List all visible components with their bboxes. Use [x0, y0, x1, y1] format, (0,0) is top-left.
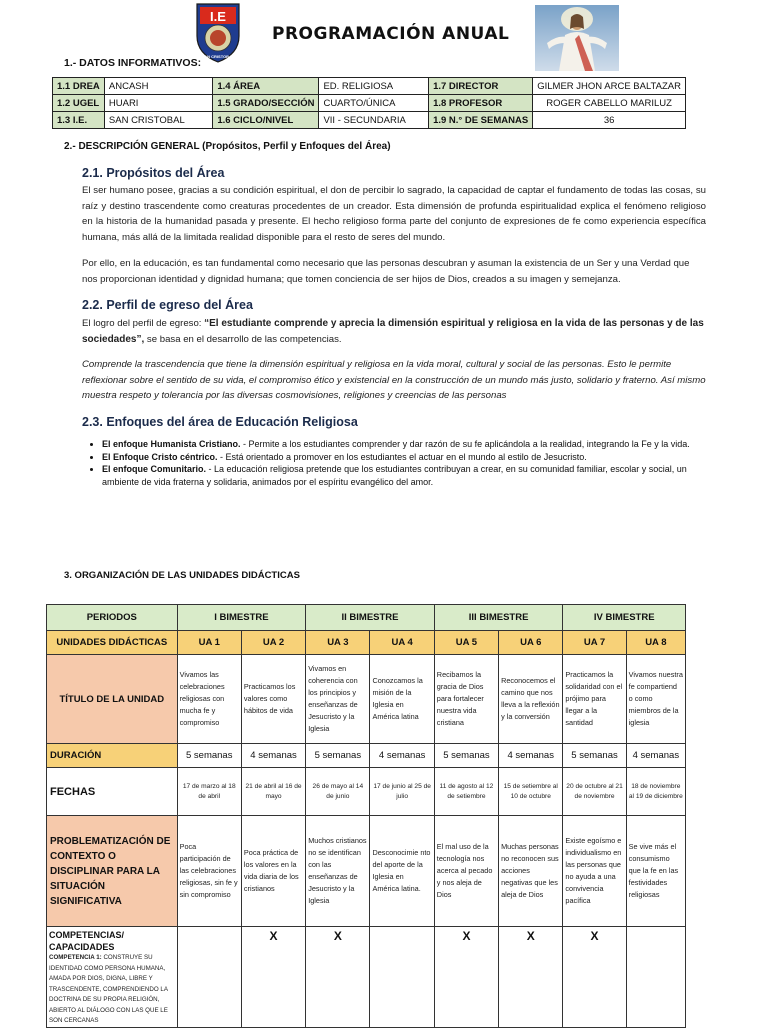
table-cell: X	[563, 927, 626, 1028]
table-cell: El mal uso de la tecnología nos acerca al pecado y nos aleja de Dios	[434, 816, 498, 927]
table-cell: X	[499, 927, 563, 1028]
table-row	[47, 816, 686, 927]
table-cell: Practicamos los valores como hábitos de vida	[241, 655, 305, 744]
table-cell: X	[241, 927, 305, 1028]
competencia-1-lead: COMPETENCIA 1:	[49, 954, 102, 961]
table-cell: Vivamos nuestra fe compartiend o como miembros de la iglesia	[626, 655, 685, 744]
bimestre-header: IV BIMESTRE	[563, 605, 686, 631]
enfoque-text: - Está orientado a promover en los estudiantes el actuar en el mundo al estilo de Jesucristo.	[217, 451, 587, 462]
table-cell: 21 de abril al 16 de mayo	[241, 768, 305, 816]
table-cell: 1.4 ÁREA	[213, 78, 319, 95]
table-cell: ANCASH	[104, 78, 212, 95]
svg-text:I.E: I.E	[210, 9, 226, 24]
table-cell: 5 semanas	[306, 744, 370, 768]
unidad-header: UA 8	[626, 631, 685, 655]
table-cell: 4 semanas	[370, 744, 434, 768]
table-cell: X	[434, 927, 498, 1028]
bimestre-header: II BIMESTRE	[306, 605, 435, 631]
table-row	[47, 605, 686, 631]
table-row	[53, 78, 686, 95]
enfoque-text: - Permite a los estudiantes comprender y dar razón de su fe aplicándola a la realidad, integrando la Fe y la vida.	[240, 439, 690, 449]
table-cell: VII - SECUNDARIA	[319, 112, 429, 129]
section-datos-heading: 1.- DATOS INFORMATIVOS:	[64, 57, 202, 69]
table-cell: SAN CRISTOBAL	[104, 112, 212, 129]
table-cell: Practicamos la solidaridad con el prójimo para llegar a la santidad	[563, 655, 626, 744]
competencias-label: COMPETENCIAS/ CAPACIDADES	[49, 930, 125, 952]
competencia-1-text: CONSTRUYE SU IDENTIDAD COMO PERSONA HUMANA, AMADA POR DIOS, DIGNA, LIBRE Y TRASCENDENTE, COMPRENDIENDO LA DOCTRINA DE SU PROPIA RELIGIÓN, ABIERTO AL DIÁLOGO CON LAS QUE LE SON CERCANAS	[49, 954, 168, 1024]
bimestre-header: III BIMESTRE	[434, 605, 563, 631]
titulo-label: TÍTULO DE LA UNIDAD	[47, 655, 178, 744]
propositos-heading: 2.1. Propósitos del Área	[82, 166, 225, 180]
table-cell: HUARI	[104, 95, 212, 112]
school-crest-logo	[193, 2, 243, 64]
table-cell: 4 semanas	[241, 744, 305, 768]
table-cell	[177, 927, 241, 1028]
table-cell: 11 de agosto al 12 de setiembre	[434, 768, 498, 816]
table-cell: Vivamos las celebraciones religiosas con mucha fe y compromiso	[177, 655, 241, 744]
list-item	[102, 463, 720, 488]
table-cell: 1.7 DIRECTOR	[429, 78, 533, 95]
table-cell: ED. RELIGIOSA	[319, 78, 429, 95]
unidad-header: UA 5	[434, 631, 498, 655]
table-cell: GILMER JHON ARCE BALTAZAR	[533, 78, 686, 95]
table-cell: 17 de junio al 25 de julio	[370, 768, 434, 816]
table-cell: Conozcamos la misión de la Iglesia en América latina	[370, 655, 434, 744]
table-cell: Muchos cristianos no se identifican con las enseñanzas de Jesucristo y la Iglesia	[306, 816, 370, 927]
unidad-header: UA 7	[563, 631, 626, 655]
enfoque-text: - La educación religiosa pretende que los estudiantes contribuyan a crear, en su comunidad familiar, escolar y social, un ambiente de vida fraterna y solidaria, animados por el espíritu evangélico del amor.	[102, 464, 687, 487]
competencias-cell	[47, 927, 178, 1028]
bimestre-header: I BIMESTRE	[177, 605, 306, 631]
table-cell: 5 semanas	[434, 744, 498, 768]
unidades-label: UNIDADES DIDÁCTICAS	[47, 631, 178, 655]
table-row	[53, 95, 686, 112]
propositos-paragraph-1: El ser humano posee, gracias a su condición espiritual, el don de percibir lo sagrado, la capacidad de captar el fundamento de todas las cosas, su raíz y destino trascendente como creaturas procedentes de un creador. Esta dimensión de profunda espiritualidad explica el fenómeno religioso en la historia de la humanidad pasada y presente. El hecho religioso forma parte del conjunto de expresiones de fe como experiencia específica humana, más allá de la limitada realidad disponible para el resto de seres del mundo.	[82, 185, 706, 243]
list-item	[102, 451, 720, 464]
jesus-image	[535, 5, 619, 71]
perfil-description: Comprende la trascendencia que tiene la dimensión espiritual y religiosa en la vida moral, cultural y social de las personas. Esto le permite reflexionar sobre el sentido de su vida, el compromiso ético y existencial en la construcción de un mundo más justo, solidario y fraterno. Así mismo muestra respeto y tolerancia por las diversas cosmovisiones, religiones y creencias de las personas	[82, 359, 706, 401]
unidad-header: UA 4	[370, 631, 434, 655]
table-cell: 17 de marzo al 18 de abril	[177, 768, 241, 816]
enfoque-name: El enfoque Comunitario.	[102, 464, 207, 474]
table-cell	[626, 927, 685, 1028]
table-cell: CUARTO/ÚNICA	[319, 95, 429, 112]
table-cell: 1.1 DREA	[53, 78, 105, 95]
table-cell: 20 de octubre al 21 de noviembre	[563, 768, 626, 816]
section-heading-text: 2.- DESCRIPCIÓN GENERAL	[64, 141, 200, 152]
perfil-heading: 2.2. Perfil de egreso del Área	[82, 298, 253, 312]
perfil-tail: se basa en el desarrollo de las competencias.	[144, 333, 342, 345]
table-cell: 1.6 CICLO/NIVEL	[213, 112, 319, 129]
unidad-header: UA 6	[499, 631, 563, 655]
table-cell: 26 de mayo al 14 de junio	[306, 768, 370, 816]
periodos-label: PERIODOS	[47, 605, 178, 631]
duracion-label: DURACIÓN	[47, 744, 178, 768]
unidad-header: UA 1	[177, 631, 241, 655]
fechas-label: FECHAS	[47, 768, 178, 816]
table-cell: 1.8 PROFESOR	[429, 95, 533, 112]
enfoques-list	[88, 438, 720, 488]
table-cell: ROGER CABELLO MARILUZ	[533, 95, 686, 112]
unidad-header: UA 2	[241, 631, 305, 655]
table-cell: 5 semanas	[177, 744, 241, 768]
table-row	[47, 768, 686, 816]
table-row	[47, 927, 686, 1028]
svg-text:SAN CRISTOBAL: SAN CRISTOBAL	[201, 54, 235, 59]
table-cell: Muchas personas no reconocen sus acciones negativas que les aleja de Dios	[499, 816, 563, 927]
problematizacion-label: PROBLEMATIZACIÓN DE CONTEXTO O DISCIPLINAR PARA LA SITUACIÓN SIGNIFICATIVA	[47, 816, 178, 927]
enfoques-heading: 2.3. Enfoques del área de Educación Religiosa	[82, 415, 358, 429]
enfoque-name: El Enfoque Cristo céntrico.	[102, 451, 218, 462]
table-cell: X	[306, 927, 370, 1028]
enfoque-name: El enfoque Humanista Cristiano.	[102, 439, 241, 449]
table-cell: Vivamos en coherencia con los principios y enseñanzas de Jesucristo y la Iglesia	[306, 655, 370, 744]
table-row	[47, 655, 686, 744]
table-cell: 1.3 I.E.	[53, 112, 105, 129]
table-cell: 1.5 GRADO/SECCIÓN	[213, 95, 319, 112]
table-cell: Poca práctica de los valores en la vida diaria de los cristianos	[241, 816, 305, 927]
table-cell: Desconocimie nto del aporte de la Iglesia en América latina.	[370, 816, 434, 927]
table-cell: 1.9 N.° DE SEMANAS	[429, 112, 533, 129]
table-cell: 15 de setiembre al 10 de octubre	[499, 768, 563, 816]
table-cell: Se vive más el consumismo que la fe en las festividades religiosas	[626, 816, 685, 927]
table-cell: 36	[533, 112, 686, 129]
page-title: PROGRAMACIÓN ANUAL	[272, 24, 510, 44]
section-heading-note: (Propósitos, Perfil y Enfoques del Área)	[202, 141, 391, 152]
propositos-paragraph-2: Por ello, en la educación, es tan fundamental como necesario que las personas descubran y asuman la existencia de un Ser y una Verdad que nos proporcionan identidad y dignidad humana; que tomen conciencia de ser hijos de Dios, creados a su imagen y semejanza.	[82, 258, 690, 285]
table-row	[53, 112, 686, 129]
table-cell: 4 semanas	[499, 744, 563, 768]
table-cell	[370, 927, 434, 1028]
datos-informativos-table	[52, 77, 686, 129]
table-cell: 4 semanas	[626, 744, 685, 768]
table-cell: 5 semanas	[563, 744, 626, 768]
section-organizacion-heading: 3. ORGANIZACIÓN DE LAS UNIDADES DIDÁCTICAS	[64, 570, 300, 581]
table-row	[47, 631, 686, 655]
list-item	[102, 438, 720, 451]
table-cell: Existe egoísmo e individualismo en las personas que no ayuda a una convivencia pacífica	[563, 816, 626, 927]
unidades-table	[46, 604, 686, 1028]
table-row	[47, 744, 686, 768]
table-cell: 1.2 UGEL	[53, 95, 105, 112]
unidad-header: UA 3	[306, 631, 370, 655]
table-cell: Reconocemos el camino que nos lleva a la reflexión y la conversión	[499, 655, 563, 744]
perfil-paragraph	[82, 316, 706, 347]
perfil-lead: El logro del perfil de egreso:	[82, 318, 205, 329]
table-cell: Poca participación de las celebraciones religiosas, sin fe y sin compromiso	[177, 816, 241, 927]
table-cell: Recibamos la gracia de Dios para fortalecer nuestra vida cristiana	[434, 655, 498, 744]
competencia-1-description	[49, 953, 175, 1027]
perfil-quote: “El estudiante comprende y aprecia la dimensión espiritual y religiosa en la vida de las personas y de las sociedades”,	[82, 318, 704, 345]
section-descripcion-heading	[64, 141, 391, 152]
table-cell: 18 de noviembre al 19 de diciembre	[626, 768, 685, 816]
